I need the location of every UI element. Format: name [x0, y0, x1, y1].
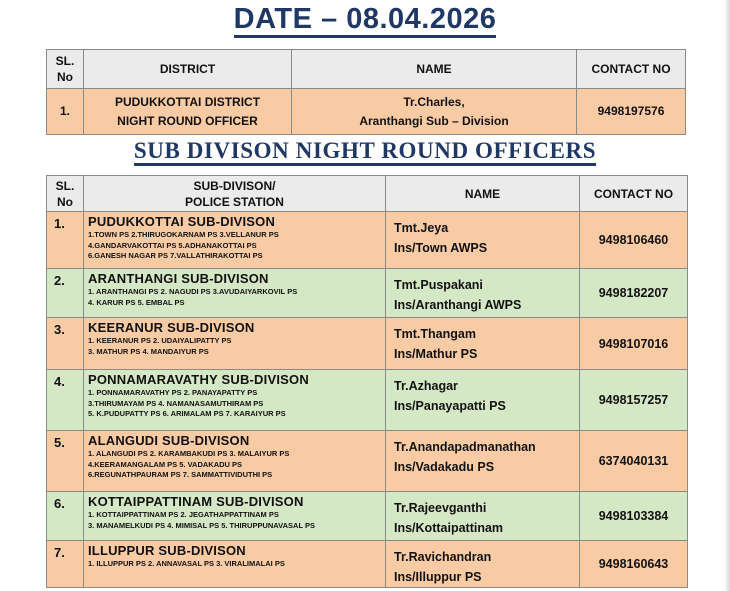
station-line: 1.TOWN PS 2.THIRUGOKARNAM PS 3.VELLANUR PS — [88, 230, 279, 239]
sl-no-cell: 5. — [47, 431, 84, 492]
officer-cell — [386, 318, 580, 370]
subdivision-cell — [84, 212, 386, 269]
name-header: NAME — [386, 176, 580, 212]
table-row — [47, 89, 686, 135]
station-line: 6.REGUNATHPAURAM PS 7. SAMMATTIVIDUTHI PS — [88, 470, 273, 479]
contact-no-cell: 9498106460 — [580, 212, 688, 269]
station-line: 1. ARANTHANGI PS 2. NAGUDI PS 3.AVUDAIYARKOVIL PS — [88, 287, 298, 296]
station-line: 3. MATHUR PS 4. MANDAIYUR PS — [88, 346, 209, 356]
station-line: 5. K.PUDUPATTY PS 6. ARIMALAM PS 7. KARAIYUR PS — [88, 409, 286, 418]
subdivision-officer-table — [46, 175, 688, 588]
contact-no-header: CONTACT NO — [577, 50, 686, 89]
sl-no-cell: 7. — [47, 541, 84, 588]
subdivision-cell — [84, 431, 386, 492]
sl-no-cell: 3. — [47, 318, 84, 370]
subdivision-section-title — [0, 138, 730, 164]
officer-name: Tr.Anandapadmanathan — [394, 440, 536, 454]
table-header-row — [47, 176, 688, 212]
officer-name: Tr.Ravichandran — [394, 550, 492, 564]
officer-cell — [386, 370, 580, 431]
officer-cell — [386, 492, 580, 541]
station-line: 6.GANESH NAGAR PS 7.VALLATHIRAKOTTAI PS — [88, 251, 263, 260]
contact-no-header: CONTACT NO — [580, 176, 688, 212]
district-header: DISTRICT — [84, 50, 292, 89]
officer-cell — [386, 541, 580, 588]
subdivision-cell — [84, 269, 386, 318]
station-line: 4.KEERAMANGALAM PS 5. VADAKADU PS — [88, 459, 243, 469]
table-row — [47, 318, 688, 370]
station-line: 1. ALANGUDI PS 2. KARAMBAKUDI PS 3. MALAIYUR PS — [88, 449, 290, 458]
date-title-text: DATE – 08.04.2026 — [234, 3, 497, 38]
sl-no-header: SL. No — [47, 50, 84, 89]
subdivision-section-title-text: SUB DIVISON NIGHT ROUND OFFICERS — [134, 138, 596, 166]
subdivision-name: ARANTHANGI SUB-DIVISON — [88, 271, 269, 286]
officer-cell — [386, 431, 580, 492]
subdivision-cell — [84, 318, 386, 370]
contact-no-cell: 9498103384 — [580, 492, 688, 541]
table-row — [47, 269, 688, 318]
contact-no-cell: 9498157257 — [580, 370, 688, 431]
station-line: 1. PONNAMARAVATHY PS 2. PANAYAPATTY PS — [88, 388, 258, 397]
officer-cell — [386, 212, 580, 269]
sl-no-cell: 2. — [47, 269, 84, 318]
officer-designation: Ins/Kottaipattinam — [394, 521, 504, 535]
officer-designation: Ins/Illuppur PS — [394, 570, 482, 584]
district-line-1: PUDUKKOTTAI DISTRICT — [114, 94, 261, 109]
subdivision-name: PONNAMARAVATHY SUB-DIVISON — [88, 372, 309, 387]
officer-name: Tr.Azhagar — [394, 379, 458, 393]
subdivision-name: KEERANUR SUB-DIVISON — [88, 320, 255, 335]
name-header: NAME — [292, 50, 577, 89]
officer-name: Tmt.Puspakani — [394, 278, 483, 292]
table-row — [47, 541, 688, 588]
station-line: 3. MANAMELKUDI PS 4. MIMISAL PS 5. THIRUPPUNAVASAL PS — [88, 520, 315, 530]
officer-designation: Ins/Vadakadu PS — [394, 460, 495, 474]
table-row — [47, 492, 688, 541]
officer-name: Tr.Rajeevganthi — [394, 501, 487, 515]
date-title — [0, 3, 730, 36]
officer-designation: Ins/Town AWPS — [394, 241, 488, 255]
officer-name: Tmt.Thangam — [394, 327, 476, 341]
contact-no-cell: 6374040131 — [580, 431, 688, 492]
officer-name-cell — [292, 89, 577, 135]
subdivision-name: PUDUKKOTTAI SUB-DIVISON — [88, 214, 276, 229]
station-line: 3.THIRUMAYAM PS 4. NAMANASAMUTHIRAM PS — [88, 398, 264, 408]
officer-name: Tr.Charles, — [403, 94, 465, 109]
station-line: 1. KEERANUR PS 2. UDAIYALIPATTY PS — [88, 336, 232, 345]
officer-designation: Ins/Aranthangi AWPS — [394, 298, 522, 312]
subdivision-cell — [84, 492, 386, 541]
sl-no-cell: 1. — [47, 212, 84, 269]
subdivision-cell — [84, 370, 386, 431]
contact-no-cell: 9498182207 — [580, 269, 688, 318]
officer-cell — [386, 269, 580, 318]
district-line-2: NIGHT ROUND OFFICER — [117, 113, 258, 128]
table-row — [47, 370, 688, 431]
officer-designation: Aranthangi Sub – Division — [359, 113, 509, 128]
contact-no-cell: 9498160643 — [580, 541, 688, 588]
subdivision-name: ALANGUDI SUB-DIVISON — [88, 433, 250, 448]
district-officer-table — [46, 49, 686, 135]
sl-no-cell: 6. — [47, 492, 84, 541]
officer-name: Tmt.Jeya — [394, 221, 449, 235]
subdivision-name: ILLUPPUR SUB-DIVISON — [88, 543, 246, 558]
page-edge-shadow — [724, 0, 730, 591]
officer-designation: Ins/Panayapatti PS — [394, 399, 506, 413]
station-line: 4.GANDARVAKOTTAI PS 5.ADHANAKOTTAI PS — [88, 240, 257, 250]
sl-no-cell: 1. — [47, 89, 84, 135]
sl-no-header: SL. No — [47, 176, 84, 212]
contact-no-cell: 9498107016 — [580, 318, 688, 370]
contact-no-cell: 9498197576 — [577, 89, 686, 135]
table-header-row — [47, 50, 686, 89]
sl-no-cell: 4. — [47, 370, 84, 431]
station-line: 4. KARUR PS 5. EMBAL PS — [88, 297, 185, 307]
station-line: 1. ILLUPPUR PS 2. ANNAVASAL PS 3. VIRALIMALAI PS — [88, 559, 285, 568]
district-cell — [84, 89, 292, 135]
station-line: 1. KOTTAIPPATTINAM PS 2. JEGATHAPPATTINAM PS — [88, 510, 279, 519]
table-row — [47, 212, 688, 269]
subdivision-cell — [84, 541, 386, 588]
table-row — [47, 431, 688, 492]
subdivision-name: KOTTAIPPATTINAM SUB-DIVISON — [88, 494, 304, 509]
subdivision-header: SUB-DIVISON/ POLICE STATION — [84, 176, 386, 212]
officer-designation: Ins/Mathur PS — [394, 347, 478, 361]
